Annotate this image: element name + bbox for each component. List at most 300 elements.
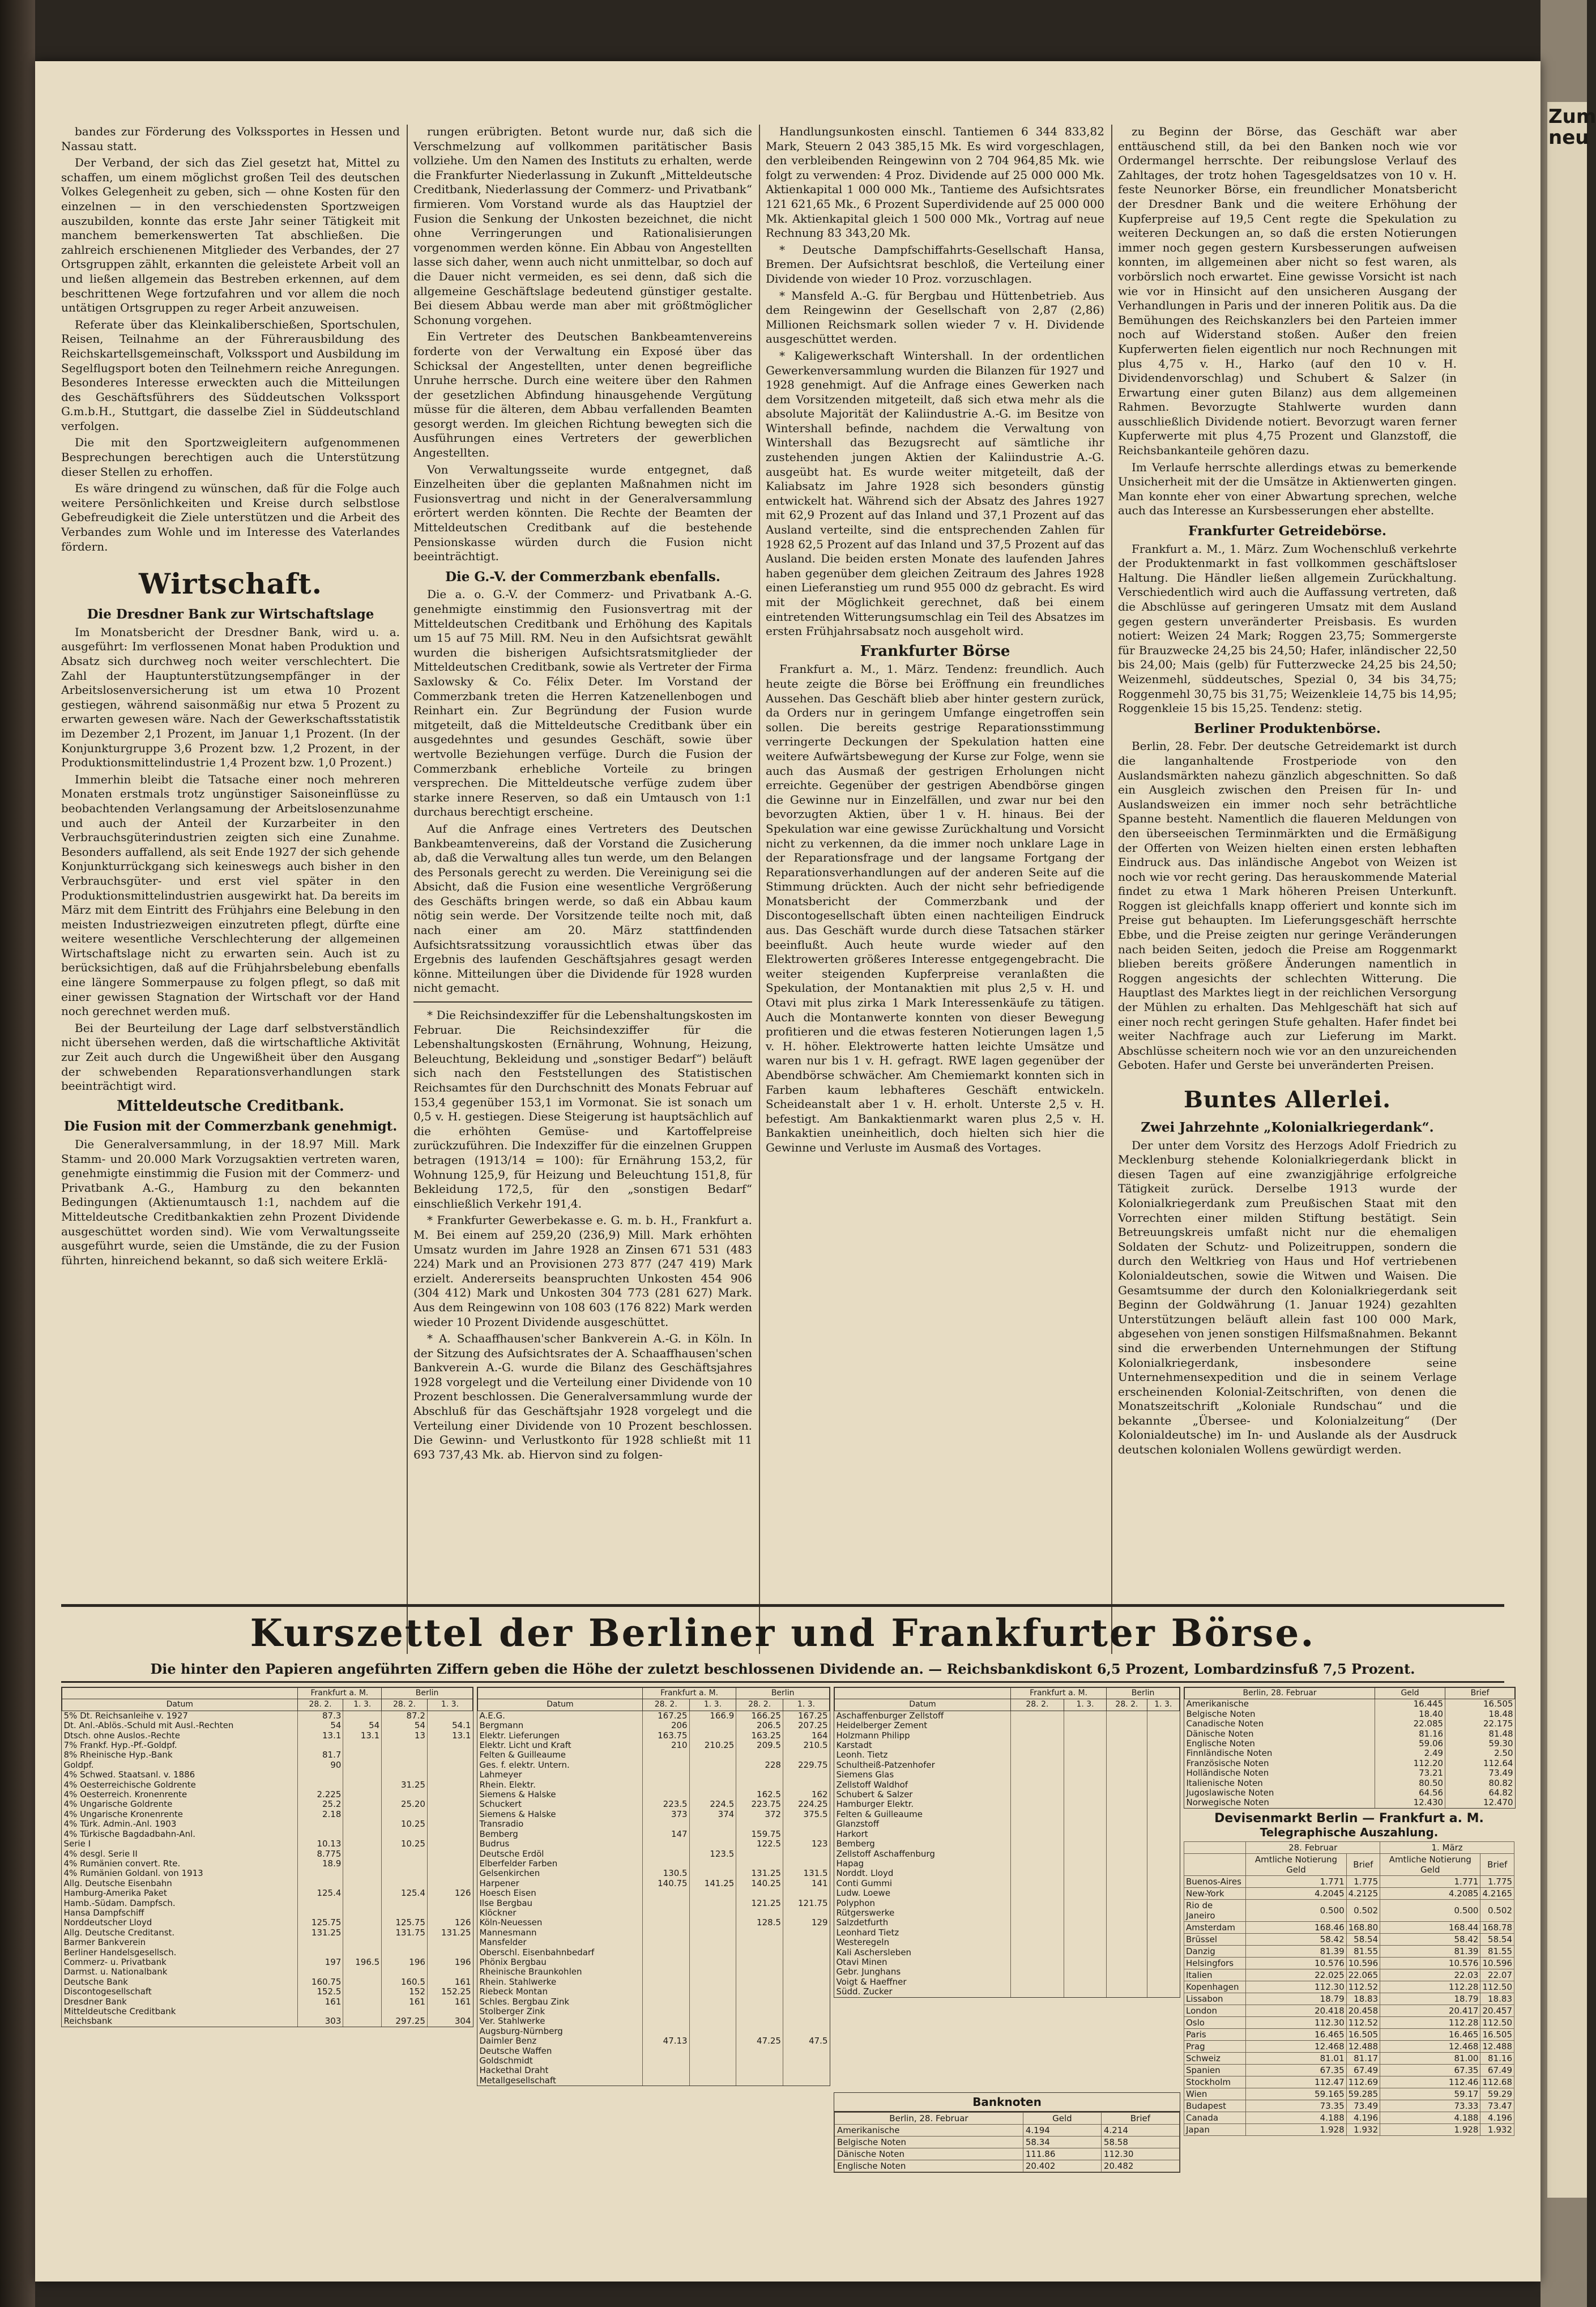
kurszettel-subtitle: Die hinter den Papieren angeführten Ziffern geben die Höhe der zuletzt beschlossenen Dividende an. — Reichsbankdiskont 6,5 Prozent, Lombardzinsfuß 7,5 Prozent. [150, 1661, 1415, 1677]
devisen-box [1184, 1811, 1514, 2136]
quote-value: 10.596 [1346, 1958, 1380, 1969]
quote-value [689, 2056, 736, 2066]
quote-value [1010, 1967, 1064, 1977]
quote-value [297, 1938, 343, 1947]
table-row [1185, 1699, 1515, 1709]
quote-value: 10.25 [382, 1819, 428, 1829]
quote-value [1107, 1977, 1147, 1987]
security-name: Leonhard Tietz [836, 1927, 899, 1938]
quote-value [1107, 1879, 1147, 1888]
quote-value [1107, 1899, 1147, 1908]
table-row [478, 1938, 830, 1947]
quote-value [382, 1760, 428, 1770]
quote-value: 4.188 [1380, 2112, 1480, 2124]
quote-value: 374 [689, 1810, 736, 1819]
quote-value [427, 1967, 472, 1977]
table-row [478, 1958, 830, 1967]
paragraph: * Kaligewerkschaft Wintershall. In der ordentlichen Gewerkenversammlung wurden die Bilanzen für 1927 und 1928 genehmigt. Auf die Anfrage eines Gewerken nach dem Vorsitzenden mitgeteilt, daß sich etwa mehr als die absolute Majorität der Kaliindustrie A.-G. im Besitze von Wintershall befinde, nachdem die Verwaltung von Wintershall das Bezugsrecht auf sämtliche ihr zustehenden jungen Aktien der Kaliindustrie A.-G. ausgeübt hat. Es wurde weiter mitgeteilt, daß der Kaliabsatz im Jahre 1928 sich besonders günstig entwickelt hat. Während sich der Absatz des Jahres 1927 mit 62,9 Prozent auf das Inland und 37,1 Prozent auf das Ausland verteilte, sind die entsprechenden Zahlen für 1928 62,5 Prozent auf das Inland und 37,5 Prozent auf das Ausland. Die beiden ersten Monate des laufenden Jahres haben gegenüber dem gleichen Zeitraum des Jahres 1928 einen Lieferanstieg um rund 955 000 dz gebracht. Es wird mit der Möglichkeit gerechnet, daß bei einem eintretenden Witterungsumschlag ein Teil des Absatzes im ersten Frühjahrsabsatz noch ausgeholt wird. [766, 348, 1104, 638]
security-name: Voigt & Haeffner [836, 1976, 907, 1987]
quote-value [1064, 1918, 1106, 1928]
col-header-geld: Geld [1375, 1688, 1445, 1699]
quote-value [427, 1810, 472, 1819]
quote-value [642, 1967, 689, 1977]
quote-value [1107, 1760, 1147, 1770]
quote-value [1010, 1711, 1064, 1721]
quote-value: 58.54 [1346, 1934, 1380, 1946]
paragraph: Im Verlaufe herrschte allerdings etwas zu bemerkende Unsicherheit mit der die Umsätze in Aktienwerten gingen. Man konnte eher von einer Abwartung sprechen, welche auch das Interesse an Kursbesserungen eher abstellte. [1118, 460, 1457, 518]
quote-value: 141.25 [689, 1879, 736, 1888]
col-header: Brief [1346, 1854, 1380, 1876]
security-name: Belgische Noten [1186, 1708, 1256, 1719]
quote-value: 20.457 [1480, 2005, 1514, 2017]
quote-value: 164 [783, 1731, 829, 1741]
quote-value [1010, 1731, 1064, 1741]
table-row [835, 1750, 1180, 1760]
quote-value [297, 2007, 343, 2016]
quote-value [343, 1918, 382, 1928]
paragraph: Immerhin bleibt die Tatsache einer noch mehreren Monaten erstmals trotz ungünstiger Saisoneinflüsse zu beobachtenden Verlangsamung der Arbeitslosenzunahme und auch der Anteil der Kurzarbeiter in den Verbrauchsgüterindustrien zeigten sich eine Zunahme. Besonders auffallend, als seit Ende 1927 der sich gehende Konjunkturrückgang sich keineswegs auch bisher in den Verbrauchsgüter- und erst viel später in den Produktionsmittelindustrien ausgewirkt hat. Da bereits im März mit dem Eintritt des Frühjahrs eine Belebung in den meisten Industriezweigen einzutreten pflegt, dürfte eine weitere wesentliche Verschlechterung der allgemeinen Wirtschaftslage nicht zu erwarten sein. Auch ist zu berücksichtigen, daß auf die Frühjahrsbelebung ebenfalls eine längere Sommerpause zu folgen pflegt, so daß mit einer gewissen Stagnation der Wirtschaft vor der Hand noch gerechnet werden muß. [61, 772, 400, 1018]
security-name: Bemberg [836, 1839, 875, 1849]
quote-value: 1.928 [1246, 2124, 1346, 2136]
quote-value [736, 1938, 783, 1947]
quote-value [736, 2056, 783, 2066]
quote-value [783, 2027, 829, 2036]
security-name: Südd. Zucker [836, 1986, 893, 1997]
security-name: Hamb.-Südam. Dampfsch. [63, 1897, 176, 1908]
quote-value: 197 [297, 1958, 343, 1967]
quote-value [1107, 1741, 1147, 1750]
security-name: Danzig [1184, 1946, 1246, 1958]
table-row [62, 1849, 473, 1859]
security-name: Englische Noten [1186, 1738, 1255, 1749]
quote-value [736, 1948, 783, 1958]
quote-value [343, 1760, 382, 1770]
quote-value: 73.35 [1246, 2100, 1346, 2112]
quote-value [1107, 1888, 1147, 1898]
security-name: Transradio [479, 1819, 524, 1830]
quote-value [736, 1997, 783, 2007]
col-header-datum: Datum [62, 1699, 298, 1711]
table-row [835, 1977, 1180, 1987]
quote-value: 140.25 [736, 1879, 783, 1888]
security-name: Norwegische Noten [1186, 1797, 1269, 1808]
quote-value [1064, 1731, 1106, 1741]
quote-value: 22.03 [1380, 1969, 1480, 1981]
quote-value: 22.085 [1375, 1719, 1445, 1729]
quote-value [427, 1780, 472, 1790]
quote-value [382, 1770, 428, 1780]
quote-value: 196.5 [343, 1958, 382, 1967]
quote-value [1064, 1859, 1106, 1869]
quote-value: 20.458 [1346, 2005, 1380, 2017]
security-name: Norddt. Lloyd [836, 1868, 894, 1879]
quote-value: 112.68 [1480, 2076, 1514, 2088]
quote-value [343, 1987, 382, 1997]
quote-value [297, 1741, 343, 1750]
quote-value: 122.5 [736, 1839, 783, 1849]
column-4 [1118, 125, 1457, 1654]
quote-value [642, 1908, 689, 1918]
quote-value [427, 1908, 472, 1918]
quote-value [783, 2007, 829, 2016]
quote-value [1064, 1958, 1106, 1967]
security-name: London [1184, 2005, 1246, 2017]
quote-value: 16.465 [1380, 2029, 1480, 2041]
security-name: Goldpf. [63, 1759, 94, 1770]
quote-value [642, 1770, 689, 1780]
quote-value [689, 1958, 736, 1967]
quote-value: 80.82 [1445, 1779, 1515, 1788]
security-name: Budapest [1184, 2100, 1246, 2112]
quote-value [783, 2076, 829, 2086]
security-name: Hamburg-Amerika Paket [63, 1888, 167, 1899]
article-columns [61, 125, 1500, 1654]
table-row [62, 1958, 473, 1967]
date: 1. 3. [343, 1699, 382, 1711]
col-header: Berlin, 28. Februar [835, 2113, 1023, 2125]
quote-value [343, 1780, 382, 1790]
table-row [62, 1997, 473, 2007]
table-row [1185, 1768, 1515, 1778]
quote-value [1010, 1770, 1064, 1780]
quote-value [642, 2016, 689, 2026]
col-header-ffm: Frankfurt a. M. [1010, 1688, 1106, 1699]
quote-value [1107, 1750, 1147, 1760]
quote-value: 20.482 [1101, 2160, 1179, 2172]
table-row [835, 1721, 1180, 1730]
quote-value: 131.25 [427, 1928, 472, 1938]
security-name: Harkort [836, 1828, 868, 1839]
quote-value: 4.2165 [1480, 1888, 1514, 1900]
quote-value [736, 1780, 783, 1790]
security-name: Metallgesellschaft [479, 2075, 556, 2086]
headline-produktenboerse: Berliner Produktenbörse. [1194, 720, 1381, 736]
quote-value [642, 1918, 689, 1928]
table-row [478, 1810, 830, 1819]
quote-value: 152 [382, 1987, 428, 1997]
neighbor-heading: Zum neu [1548, 105, 1596, 150]
quote-value: 167.25 [642, 1711, 689, 1721]
date: 1. 3. [427, 1699, 472, 1711]
table-row [1184, 1946, 1514, 1958]
quote-value: 125.75 [297, 1918, 343, 1928]
quote-value [642, 2066, 689, 2075]
quote-value: 58.54 [1480, 1934, 1514, 1946]
quote-value [642, 1888, 689, 1898]
security-name: Ilse Bergbau [479, 1897, 533, 1908]
headline-fusion: Die Fusion mit der Commerzbank genehmigt. [63, 1119, 398, 1135]
table-row [478, 1780, 830, 1790]
banknoten-box [834, 2092, 1180, 2173]
table-row [478, 1711, 830, 1721]
quote-value [297, 1908, 343, 1918]
date: 1. 3. [1147, 1699, 1179, 1711]
quote-value: 16.445 [1375, 1699, 1445, 1709]
quote-value [689, 1731, 736, 1741]
quote-value [1064, 1741, 1106, 1750]
quote-value [642, 1997, 689, 2007]
quote-value [783, 1750, 829, 1760]
quote-value: 13.1 [343, 1731, 382, 1741]
quote-value: 210 [642, 1741, 689, 1750]
quote-value [736, 1958, 783, 1967]
quote-value: 18.48 [1445, 1709, 1515, 1719]
quote-value: 12.468 [1246, 2041, 1346, 2053]
quote-value: 4.194 [1023, 2125, 1101, 2137]
date: 1. 3. [689, 1699, 736, 1711]
table-row [835, 1918, 1180, 1928]
security-name: Canadische Noten [1186, 1718, 1264, 1729]
quote-value: 112.52 [1346, 1981, 1380, 1993]
quote-value: 87.2 [382, 1711, 428, 1721]
quote-value: 140.75 [642, 1879, 689, 1888]
security-name: Elberfelder Farben [479, 1858, 558, 1869]
security-name: 4% Ungarische Goldrente [63, 1799, 173, 1810]
table-row [835, 1908, 1180, 1918]
quote-value: 4.196 [1480, 2112, 1514, 2124]
quote-value [642, 1958, 689, 1967]
quote-value: 2.18 [297, 1810, 343, 1819]
quote-value [1010, 1721, 1064, 1730]
security-name: Commerz- u. Privatbank [63, 1956, 167, 1967]
divider [61, 1604, 1504, 1607]
quote-value [1010, 1839, 1064, 1849]
quote-value [382, 1859, 428, 1869]
quote-value [736, 1888, 783, 1898]
quote-value: 81.39 [1246, 1946, 1346, 1958]
quote-value [689, 1977, 736, 1987]
quote-value [343, 1810, 382, 1819]
quote-value: 112.64 [1445, 1759, 1515, 1768]
quote-value: 112.28 [1380, 2017, 1480, 2029]
quote-value [1147, 1849, 1179, 1859]
table-row [62, 1977, 473, 1987]
table-row [1184, 2029, 1514, 2041]
security-name: Elektr. Licht und Kraft [479, 1740, 571, 1751]
security-name: Otavi Minen [836, 1956, 887, 1967]
paragraph: Auf die Anfrage eines Vertreters des Deutschen Bankbeamtenvereins, daß der Vorstand die Zusicherung ab, daß die Verwaltung alles tun werde, um den Belangen des Personals gerecht zu werden. Die Vereinigung sei die Absicht, daß die Fusion eine wesentliche Vergrößerung des Geschäfts bringen werde, so daß ein Abbau kaum nötig sein werde. Der Vorsitzende teilte noch mit, daß nach einer am 20. März stattfindenden Aufsichtsratssitzung voraussichtlich etwas über das Ergebnis des laufenden Geschäftsjahres gesagt werden könne. Mitteilungen über die Dividende für 1928 wurden nicht gemacht. [413, 821, 752, 995]
quote-value: 131.5 [783, 1869, 829, 1878]
quote-value: 128.5 [736, 1918, 783, 1928]
quote-value [1010, 1849, 1064, 1859]
table-row [1185, 1759, 1515, 1768]
quote-value [1064, 1799, 1106, 1809]
quote-value: 10.596 [1480, 1958, 1514, 1969]
quote-value: 4.214 [1101, 2125, 1179, 2137]
table-row [1184, 2053, 1514, 2065]
quote-value [1064, 1810, 1106, 1819]
quote-value: 18.79 [1380, 1993, 1480, 2005]
quote-value [1010, 1908, 1064, 1918]
quote-value [1107, 1987, 1147, 1997]
security-name: Deutsche Waffen [479, 2045, 552, 2056]
date: 28. 2. [1107, 1699, 1147, 1711]
table-row [478, 1888, 830, 1898]
quote-value [1107, 1810, 1147, 1819]
quote-value: 67.49 [1346, 2065, 1380, 2076]
table-row [1185, 1788, 1515, 1798]
security-name: 4% desgl. Serie II [63, 1848, 138, 1859]
quote-value: 168.44 [1380, 1922, 1480, 1934]
quote-value [1010, 1958, 1064, 1967]
quote-value [689, 1780, 736, 1790]
quote-value [1064, 1948, 1106, 1958]
quote-value [1107, 1770, 1147, 1780]
quote-value: 0.502 [1346, 1900, 1380, 1922]
quote-value [343, 1948, 382, 1958]
security-name: Rhein. Elektr. [479, 1779, 536, 1790]
security-name: Elektr. Lieferungen [479, 1730, 560, 1741]
paragraph: bandes zur Förderung des Volkssportes in Hessen und Nassau statt. [61, 125, 400, 153]
quote-value: 121.25 [736, 1899, 783, 1908]
table-row [478, 1967, 830, 1977]
security-name: Mansfelder [479, 1937, 527, 1948]
table-row [835, 1987, 1180, 1997]
quote-value [642, 1938, 689, 1947]
table-row [835, 1760, 1180, 1770]
security-name: Mitteldeutsche Creditbank [63, 2006, 176, 2016]
quote-value [1010, 1741, 1064, 1750]
quote-value [1010, 1899, 1064, 1908]
quote-value: 375.5 [783, 1810, 829, 1819]
quote-value [427, 1879, 472, 1888]
quote-value [1107, 1938, 1147, 1947]
security-name: Zellstoff Waldhof [836, 1779, 908, 1790]
security-name: Italien [1184, 1969, 1246, 1981]
quote-value: 47.5 [783, 2036, 829, 2046]
quote-value [736, 1819, 783, 1829]
security-name: Englische Noten [835, 2160, 1023, 2172]
quote-value [689, 1770, 736, 1780]
quote-value: 112.52 [1346, 2017, 1380, 2029]
quote-value: 81.17 [1346, 2053, 1380, 2065]
table-row [62, 1721, 473, 1730]
column-rule [759, 125, 760, 1654]
security-name: Karstadt [836, 1740, 872, 1751]
col-header: Amtliche Notierung Geld [1380, 1854, 1480, 1876]
security-name: Augsburg-Nürnberg [479, 2025, 563, 2036]
table-row [835, 1899, 1180, 1908]
quote-value: 162 [783, 1790, 829, 1799]
paragraph: * Frankfurter Gewerbekasse e. G. m. b. H., Frankfurt a. M. Bei einem auf 259,20 (236,9) Mill. Mark erhöhten Umsatz wurden im Jahre 1928 an Zinsen 671 531 (483 224) Mark und an Provisionen 273 877 (247 419) Mark erzielt. Andererseits beanspruchten Unkosten 454 906 (304 412) Mark und Unkosten 304 773 (281 627) Mark. Aus dem Reingewinn von 108 603 (176 822) Mark werden wieder 10 Prozent Dividende ausgeschüttet. [413, 1213, 752, 1329]
quote-value [1147, 1869, 1179, 1878]
paragraph: Ein Vertreter des Deutschen Bankbeamtenvereins forderte von der Verwaltung ein Exposé über das Schicksal der Angestellten, unter denen begreifliche Unruhe herrsche. Durch eine weitere über den Rahmen der gesetzlichen Abfindung hinausgehende Vergütung müsse für die älteren, dem Abbau verfallenden Beamten gesorgt werden. Im gleichen Richtung bewegten sich die Ausführungen eines Vertreters der gewerblichen Angestellten. [413, 330, 752, 460]
quote-value: 10.576 [1380, 1958, 1480, 1969]
quote-value [343, 1770, 382, 1780]
devisen-subtitle: Telegraphische Auszahlung. [1260, 1826, 1439, 1839]
security-name: Goldschmidt [479, 2056, 533, 2066]
security-name: Amsterdam [1184, 1922, 1246, 1934]
quote-value: 131.25 [297, 1928, 343, 1938]
security-name: Bergmann [479, 1720, 524, 1731]
quote-value [1010, 1869, 1064, 1878]
quote-value [1064, 1780, 1106, 1790]
banknoten-title: Banknoten [834, 2093, 1180, 2112]
quote-value [1107, 1819, 1147, 1829]
quote-value: 54 [343, 1721, 382, 1730]
security-name: Rhein. Stahlwerke [479, 1976, 557, 1987]
col-header-datum: Datum [835, 1699, 1011, 1711]
quote-value [689, 1760, 736, 1770]
quote-value [1010, 1819, 1064, 1829]
quote-value: 304 [427, 2016, 472, 2026]
security-name: Stolberger Zink [479, 2006, 545, 2016]
security-name: Felten & Guilleaume [836, 1809, 923, 1819]
table-row [1184, 1922, 1514, 1934]
quote-value [783, 1977, 829, 1987]
security-name: Oberschl. Eisenbahnbedarf [479, 1947, 595, 1958]
quote-value: 81.55 [1480, 1946, 1514, 1958]
date: 1. März [1380, 1842, 1514, 1854]
quote-value [642, 1849, 689, 1859]
table-row [478, 1987, 830, 1997]
quote-value [689, 2007, 736, 2016]
security-name: Felten & Guilleaume [479, 1750, 566, 1760]
stock-table-3 [834, 1687, 1180, 1998]
table-row [478, 2046, 830, 2056]
security-name: Riebeck Montan [479, 1986, 548, 1997]
quote-value [783, 1819, 829, 1829]
quote-value [689, 2027, 736, 2036]
security-name: Glanzstoff [836, 1819, 880, 1830]
quote-value [689, 2016, 736, 2026]
security-name: Westeregeln [836, 1937, 890, 1948]
table-row [1184, 2017, 1514, 2029]
quote-value [1010, 1918, 1064, 1928]
security-name: 4% Rumänien Goldanl. von 1913 [63, 1868, 203, 1879]
quote-value: 126 [427, 1888, 472, 1898]
quote-value [1010, 1938, 1064, 1947]
quote-value [736, 2007, 783, 2016]
quote-value [642, 1839, 689, 1849]
quote-value [427, 1859, 472, 1869]
quote-value [1147, 1790, 1179, 1799]
quote-value: 163.25 [736, 1731, 783, 1741]
table-row [478, 1948, 830, 1958]
quote-value [343, 1819, 382, 1829]
quote-value [1147, 1839, 1179, 1849]
column-rule [1111, 125, 1112, 1654]
quote-value [297, 1770, 343, 1780]
column-1 [61, 125, 400, 1654]
quote-value: 10.13 [297, 1839, 343, 1849]
quote-value [1010, 1799, 1064, 1809]
quote-value [783, 1987, 829, 1997]
table-row [835, 1770, 1180, 1780]
quote-value: 210.25 [689, 1741, 736, 1750]
table-row [62, 1987, 473, 1997]
quote-value [1147, 1918, 1179, 1928]
table-row [62, 1928, 473, 1938]
quote-value [343, 1859, 382, 1869]
quote-value: 111.86 [1023, 2148, 1101, 2160]
quote-value [689, 1790, 736, 1799]
quote-value [382, 1810, 428, 1819]
table-row [478, 1879, 830, 1888]
quote-value: 224.25 [783, 1799, 829, 1809]
quote-value [427, 1948, 472, 1958]
quote-value [427, 1869, 472, 1878]
quote-value: 161 [427, 1977, 472, 1987]
quote-value: 12.488 [1480, 2041, 1514, 2053]
quote-value: 58.42 [1380, 1934, 1480, 1946]
quote-value [1064, 1750, 1106, 1760]
headline-kolonialkriegerdank: Zwei Jahrzehnte „Kolonialkriegerdank“. [1141, 1120, 1434, 1135]
paragraph: Im Monatsbericht der Dresdner Bank, wird u. a. ausgeführt: Im verflossenen Monat haben Produktion und Absatz sich durchweg noch weiter verschlechtert. Die Zahl der Hauptunterstützungsempfänger in der Arbeitslosenversicherung ist um etwa 10 Prozent gestiegen, während saisonmäßig nur etwa 5 Prozent zu erwarten gewesen wäre. Nach der Gewerkschaftsstatistik im Dezember 2,1 Prozent, im Januar 1,1 Prozent. (In der Konjunkturgruppe 3,6 Prozent bzw. 1,2 Prozent, in der Produktionsmittelindustrie 1,4 Prozent bzw. 1,0 Prozent.) [61, 625, 400, 770]
quote-value: 112.47 [1246, 2076, 1346, 2088]
quote-value [783, 2016, 829, 2026]
quote-value [689, 2076, 736, 2086]
